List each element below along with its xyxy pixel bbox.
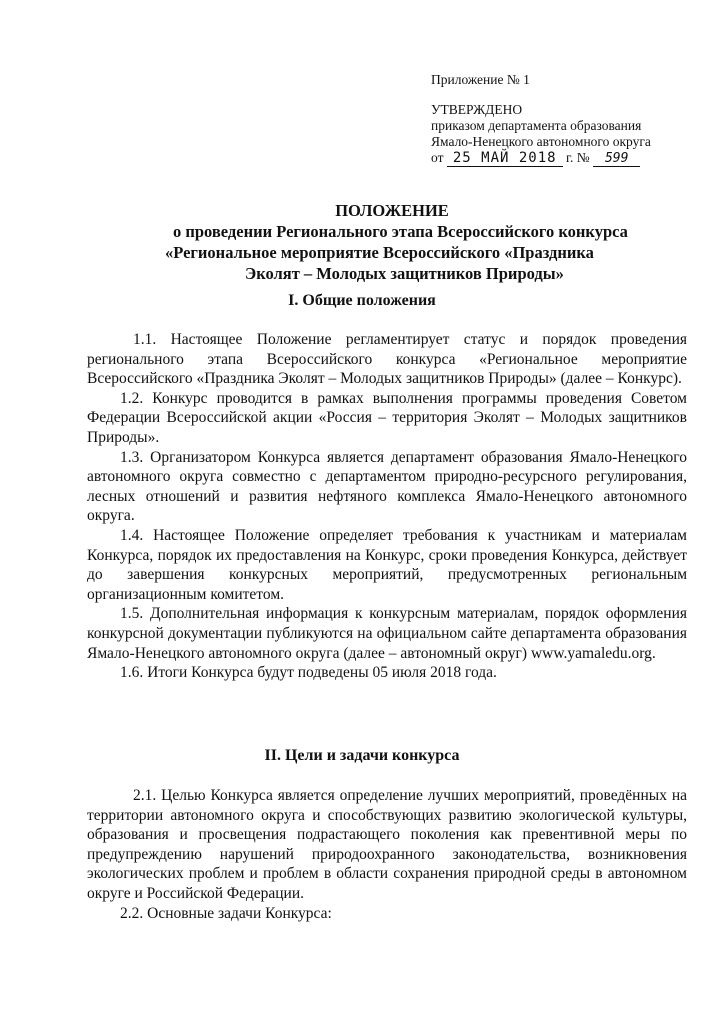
section-1-body [87,330,687,683]
paragraph-2-1: 2.1. Целью Конкурса является определение лучших мероприятий, проведённых на территории автономного округа и способствующих развитию экологической культуры, образования и просвещения подрастающего поколения как превентивной меры по предупреждению нарушений природоохранного законодательства, возникновения экологических проблем и проблем в области сохранения природной среды в автономном округе и Российской Федерации. [87,787,687,902]
order-line-2: Ямало-Ненецкого автономного округа [431,134,651,149]
document-title [0,200,724,284]
order-number-handwritten: 599 [593,151,640,167]
order-line-1: приказом департамента образования [431,118,642,133]
paragraph-1-5: 1.5. Дополнительная информация к конкурсным материалам, порядок оформления конкурсной документации публикуются на официальном сайте департамента образования Ямало-Ненецкого автономного округа (далее – автономный округ) www.yamaledu.org. [87,605,687,662]
section-1-heading: I. Общие положения [288,292,436,309]
title-line-1: о проведении Регионального этапа Всероссийского конкурса [173,222,628,241]
paragraph-1-6: 1.6. Итоги Конкурса будут подведены 05 июля 2018 года. [120,664,497,682]
order-date-line [431,150,651,167]
approved-label: УТВЕРЖДЕНО [431,102,523,117]
paragraph-1-4: 1.4. Настоящее Положение определяет требования к участникам и материалам Конкурса, порядок их предоставления на Конкурс, сроки проведения Конкурса, действует до завершения конкурсных мероприятий, предусмотренных региональным организационным комитетом. [87,526,687,603]
section-2-body [87,786,687,923]
order-date-stamp: 25 МАЙ 2018 [447,150,563,167]
approval-block [431,72,651,167]
paragraph-1-3: 1.3. Организатором Конкурса является департамент образования Ямало-Ненецкого автономного округа совместно с департаментом природно-ресурсного регулирования, лесных отношений и развития нефтяного комплекса Ямало-Ненецкого автономного округа. [87,448,687,525]
paragraph-2-2: 2.2. Основные задачи Конкурса: [120,904,332,922]
title-line-2: «Региональное мероприятие Всероссийского «Праздника [165,243,594,262]
paragraph-1-1: 1.1. Настоящее Положение регламентирует статус и порядок проведения регионального этапа Всероссийского конкурса «Региональное мероприятие Всероссийского «Праздника Эколят – Молодых защитников Природы» (далее – Конкурс). [87,331,687,388]
from-label: от [431,150,444,165]
paragraph-1-2: 1.2. Конкурс проводится в рамках выполнения программы проведения Советом Федерации Всероссийской акции «Россия – территория Эколят – Молодых защитников Природы». [87,389,687,446]
section-2-heading: II. Цели и задачи конкурса [264,747,460,764]
title-heading: ПОЛОЖЕНИЕ [335,201,449,220]
order-number-label: г. № [565,150,590,165]
title-line-3: Эколят – Молодых защитников Природы» [245,264,564,283]
appendix-label: Приложение № 1 [431,72,530,87]
